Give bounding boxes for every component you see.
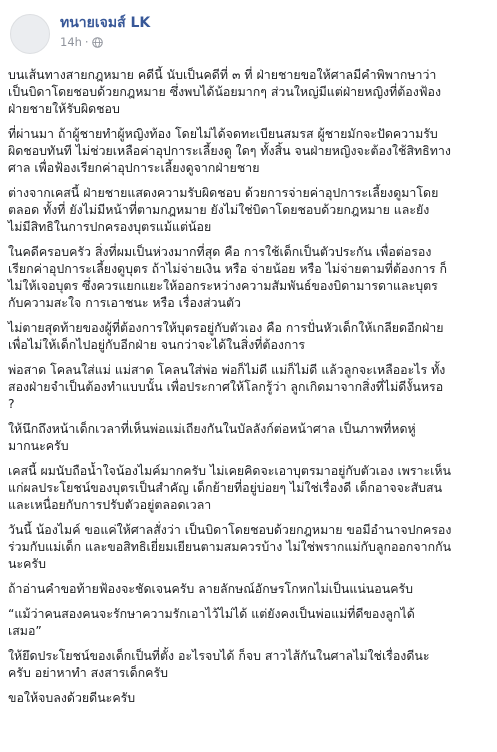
post-paragraph: ให้ยึดประโยชน์ของเด็กเป็นที่ตั้ง อะไรจบได้ ก็จบ สาวไส้กันในศาลไม่ใช่เรื่องดีนะ ครับ อย่าหาทำ สงสารเด็กครับ <box>8 648 430 680</box>
post-timestamp[interactable]: 14h <box>60 35 82 49</box>
post-paragraph: ขอให้จบลงด้วยดีนะครับ <box>8 690 136 705</box>
post-paragraph: บนเส้นทางสายกฎหมาย คดีนี้ นับเป็นคดีที่ ๓ ที่ ฝ่ายชายขอให้ศาลมีคำพิพากษาว่า เป็นบิดาโดยชอบด้วยกฎหมาย ซึ่งพบได้น้อยมากๆ ส่วนใหญ่มีแต่ฝ่ายหญิงที่ต้องฟ้อง ฝ่ายชายให้รับผิดชอบ <box>8 67 442 116</box>
meta-separator: · <box>84 35 89 49</box>
post-paragraph: ในคดีครอบครัว สิ่งที่ผมเป็นห่วงมากที่สุด คือ การใช้เด็กเป็นตัวประกัน เพื่อต่อรอง เรียกค่าอุปการะเลี้ยงดูบุตร ถ้าไม่จ่ายเงิน หรือ จ่ายน้อย หรือ ไม่จ่ายตามที่ต้องการ ก็ ไม่ให้เจอบุตร ซึ่งควรแยกแยะให้ออกระหว่างความสัมพันธ์ของบิดามารดาและบุตร กับความสะใจ การเอาชนะ หรือ เรื่องส่วนตัว <box>8 244 448 310</box>
globe-icon[interactable] <box>92 35 103 49</box>
post-quote: “แม้ว่าคนสองคนจะรักษาความรักเอาไว้ไม่ได้ แต่ยังคงเป็นพ่อแม่ที่ดีของลูกได้ เสมอ” <box>8 606 415 638</box>
post-body <box>8 66 492 706</box>
post-paragraph: เคสนี้ ผมนับถือน้ำใจน้องไมค์มากครับ ไม่เคยคิดจะเอาบุตรมาอยู่กับตัวเอง เพราะเห็น แก่ผลประโยชน์ของบุตรเป็นสำคัญ เด็กย้ายที่อยู่บ่อยๆ ไม่ใช่เรื่องดี เด็กอาจจะสับสน และเหนื่อยกับการปรับตัวอยู่ตลอดเวลา <box>8 463 452 512</box>
avatar[interactable] <box>10 14 50 54</box>
post-paragraph: ต่างจากเคสนี้ ฝ่ายชายแสดงความรับผิดชอบ ด้วยการจ่ายค่าอุปการะเลี้ยงดูมาโดย ตลอด ทั้งที่ ยังไม่มีหน้าที่ตามกฎหมาย ยังไม่ใช่บิดาโดยชอบด้วยกฎหมาย และยัง ไม่มีสิทธิในการปกครองบุตรแม้แต่น้อย <box>8 185 439 234</box>
post-meta <box>60 34 103 50</box>
post-paragraph: ให้นึกถึงหน้าเด็กเวลาที่เห็นพ่อแม่เถียงกันในบัลลังก์ต่อหน้าศาล เป็นภาพที่หดหู่ มากนะครับ <box>8 421 416 453</box>
post-paragraph: ที่ผ่านมา ถ้าผู้ชายทำผู้หญิงท้อง โดยไม่ได้จดทะเบียนสมรส ผู้ชายมักจะปัดความรับ ผิดชอบทันที ไม่ช่วยเหลือค่าอุปการะเลี้ยงดู ใดๆ ทั้งสิ้น จนฝ่ายหญิงจะต้องใช้สิทธิทาง ศาล เพื่อฟ้องเรียกค่าอุปการะเลี้ยงดูจากฝ่ายชาย <box>8 126 451 175</box>
post-paragraph: พ่อสาด โคลนใส่แม่ แม่สาด โคลนใส่พ่อ พ่อก็ไม่ดี แม่ก็ไม่ดี แล้วลูกจะเหลืออะไร ทั้ง สองฝ่ายจำเป็นต้องทำแบบนั้น เพื่อประกาศให้โลกรู้ว่า ลูกเกิดมาจากสิ่งที่ไม่ดีงั้นหรอ ? <box>8 362 446 411</box>
post-author[interactable]: ทนายเจมส์ LK <box>60 15 151 31</box>
post-paragraph: ถ้าอ่านคำขอท้ายฟ้องจะชัดเจนครับ ลายลักษณ์อักษรโกหกไม่เป็นแน่นอนครับ <box>8 581 414 596</box>
post-paragraph: วันนี้ น้องไมค์ ขอแค่ให้ศาลสั่งว่า เป็นบิดาโดยชอบด้วยกฎหมาย ขอมีอำนาจปกครอง ร่วมกับแม่เด็ก และขอสิทธิเยี่ยมเยียนตามสมควรบ้าง ไม่ใช่พรากแม่กับลูกออกจากกัน นะครับ <box>8 522 452 571</box>
post-paragraph: ไม่ตายสุดท้ายของผู้ที่ต้องการให้บุตรอยู่กับตัวเอง คือ การปั่นหัวเด็กให้เกลียดอีกฝ่าย เพื่อไม่ให้เด็กไปอยู่กับอีกฝ่าย จนกว่าจะได้ในสิ่งที่ต้องการ <box>8 320 444 352</box>
